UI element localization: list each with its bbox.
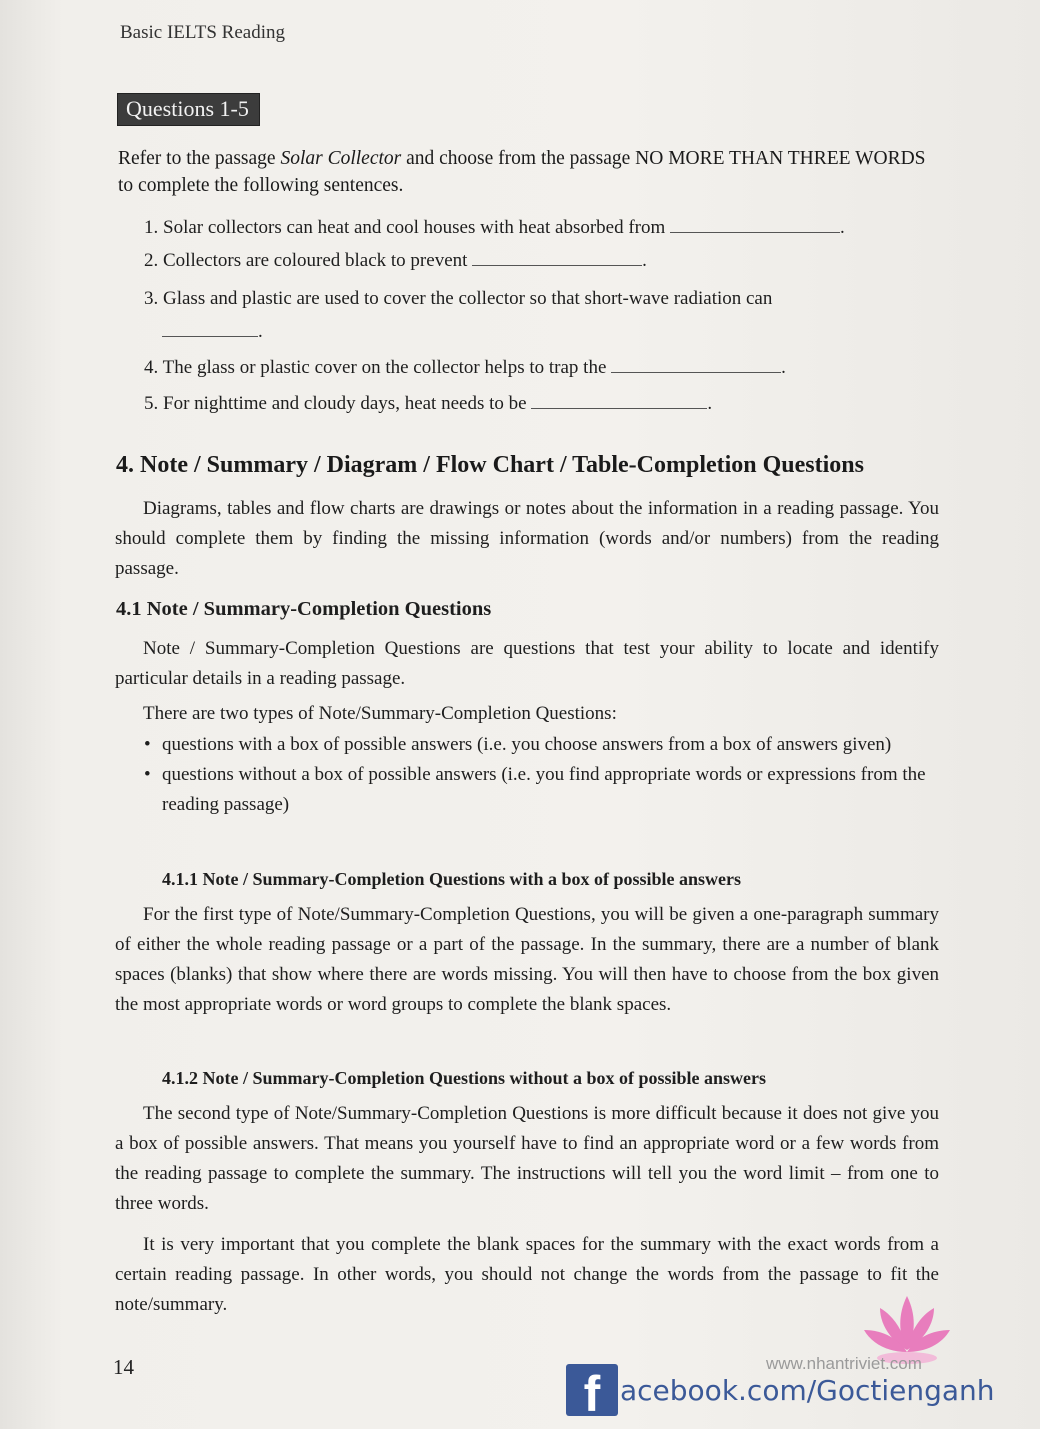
answer-blank: [670, 216, 840, 233]
site-watermark: www.nhantriviet.com: [766, 1354, 922, 1373]
question-item-continuation: .: [162, 320, 263, 343]
question-item: 3. Glass and plastic are used to cover the collector so that short-wave radiation can: [144, 288, 773, 309]
section-4-intro: Diagrams, tables and flow charts are drawings or notes about the information in a reading passage. You should complete them by finding the missing information (words and/or numbers) from the reading passage.: [115, 498, 939, 579]
running-header: Basic IELTS Reading: [120, 22, 285, 43]
instructions-post: and choose from the passage NO MORE THAN THREE WORDS to complete the following sentences.: [118, 148, 926, 196]
list-item: • questions with a box of possible answers (i.e. you choose answers from a box of answers given): [144, 730, 940, 760]
section-4-1-1-para: For the first type of Note/Summary-Completion Questions, you will be given a one-paragraph summary of either the whole reading passage or a part of the passage. In the summary, there are a number of blank spaces (blanks) that show where there are words missing. You will then have to choose from the box given the most appropriate words or word groups to complete the blank spaces.: [115, 904, 939, 1015]
question-instructions: [118, 145, 942, 199]
bullet-icon: •: [144, 734, 151, 755]
section-4-1-2-para-1: The second type of Note/Summary-Completion Questions is more difficult because it does not give you a box of possible answers. That means you yourself have to find an appropriate word or a few words from the reading passage to complete the summary. The instructions will tell you the word limit – from one to three words.: [115, 1103, 939, 1214]
list-item: • questions without a box of possible answers (i.e. you find appropriate words or expressions from the reading passage): [144, 760, 940, 820]
section-4-1-heading: 4.1 Note / Summary-Completion Questions: [116, 598, 492, 620]
types-intro: There are two types of Note/Summary-Completion Questions:: [143, 703, 617, 724]
facebook-url[interactable]: acebook.com/Goctienganh: [620, 1374, 995, 1407]
facebook-logo-icon: f: [566, 1364, 618, 1416]
section-4-1-2-para-2: It is very important that you complete the blank spaces for the summary with the exact words from a certain reading passage. In other words, you should not change the words from the passage to fit the note/summary.: [115, 1234, 939, 1315]
section-4-1-para: Note / Summary-Completion Questions are questions that test your ability to locate and identify particular details in a reading passage.: [115, 638, 939, 689]
answer-blank: [611, 356, 781, 373]
questions-badge: Questions 1-5: [117, 93, 260, 126]
instructions-pre: Refer to the passage: [118, 148, 281, 169]
section-4-1-1-heading: 4.1.1 Note / Summary-Completion Questions with a box of possible answers: [162, 869, 742, 889]
passage-title: Solar Collector: [280, 148, 402, 169]
question-item: 2. Collectors are coloured black to prevent .: [144, 250, 647, 271]
bullet-icon: •: [144, 764, 151, 785]
section-4-heading: 4. Note / Summary / Diagram / Flow Chart / Table-Completion Questions: [116, 452, 864, 478]
answer-blank: [162, 320, 258, 337]
question-item: 4. The glass or plastic cover on the collector helps to trap the .: [144, 357, 786, 378]
answer-blank: [472, 249, 642, 266]
answer-blank: [531, 392, 707, 409]
types-list: [144, 730, 940, 820]
page-number: 14: [113, 1355, 134, 1379]
section-4-1-2-heading: 4.1.2 Note / Summary-Completion Questions without a box of possible answers: [162, 1068, 767, 1088]
question-item: 1. Solar collectors can heat and cool houses with heat absorbed from .: [144, 217, 845, 238]
question-item: 5. For nighttime and cloudy days, heat needs to be .: [144, 393, 713, 414]
